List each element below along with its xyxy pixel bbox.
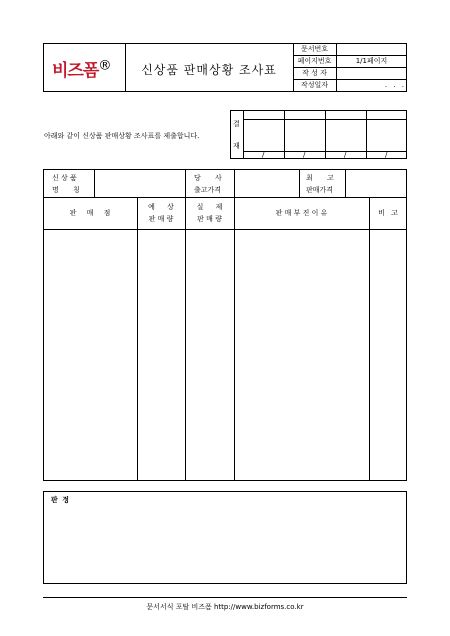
price-value[interactable] [237,175,297,193]
product-divider-5 [345,169,346,197]
price-label-2: 출고가격 [194,186,222,194]
footer-text: 문서서식 포탈 비즈폼 http://www.bizforms.co.kr [146,603,304,611]
product-row-bottom [43,197,407,198]
review-label: 판 정 [51,496,69,504]
table-body-reason[interactable] [235,230,368,480]
column-header-expected-1: 예 상 [148,203,174,211]
column-header-store: 판 매 점 [69,209,111,217]
footer-rule [43,597,407,598]
approval-label-bottom: 재 [233,142,240,150]
product-divider-4 [299,169,300,197]
approval-date-mark-4: / [385,151,388,159]
approval-label-top: 결 [233,120,240,128]
product-divider-2 [185,169,186,197]
meta-label-date: 작성일자 [300,81,329,89]
max-price-label-1: 최 고 [306,174,334,182]
column-header-reason: 판 매 부 진 이 유 [275,209,328,217]
intro-text: 아래와 같이 신상품 판매상황 조사표를 제출합니다. [44,132,200,140]
product-name-value[interactable] [97,175,183,193]
product-name-label-2: 명 칭 [52,186,80,194]
column-header-expected-2: 판 매 량 [148,215,174,223]
column-header-actual-2: 판 매 량 [197,215,222,223]
table-body-remarks[interactable] [370,230,406,480]
meta-row-line-3 [293,79,407,80]
max-price-label-2: 판매가격 [306,186,334,194]
meta-label-page-number: 페이지번호 [297,57,332,65]
table-body-actual[interactable] [186,230,233,480]
meta-label-doc-number: 문서번호 [300,45,329,53]
table-body-store[interactable] [44,230,136,480]
approval-date-line [243,151,407,152]
meta-row-line-1 [293,55,407,56]
product-divider-3 [234,169,235,197]
page-title: 신상품 판매상황 조사표 [141,63,277,77]
approval-date-mark-3: / [344,151,347,159]
approval-title-line [243,119,407,120]
brand-logo [52,56,122,80]
approval-date-mark-1: / [262,151,265,159]
brand-logo-mark: ® [98,58,112,74]
brand-logo-text: 비즈폼 [52,61,99,81]
meta-value-date: . . . [384,81,404,89]
meta-label-author: 작 성 자 [302,69,327,77]
price-label-1: 당 사 [194,174,222,182]
column-header-remarks: 비 고 [378,209,398,217]
column-header-actual-1: 실 제 [196,203,223,211]
max-price-value[interactable] [348,175,405,193]
review-box[interactable] [43,491,407,584]
product-name-label-1: 신 상 품 [52,174,77,182]
product-divider-1 [94,169,95,197]
approval-date-mark-2: / [303,151,306,159]
table-body-expected[interactable] [138,230,184,480]
meta-row-line-2 [293,67,407,68]
meta-value-page-number: 1/1페이지 [355,57,388,65]
